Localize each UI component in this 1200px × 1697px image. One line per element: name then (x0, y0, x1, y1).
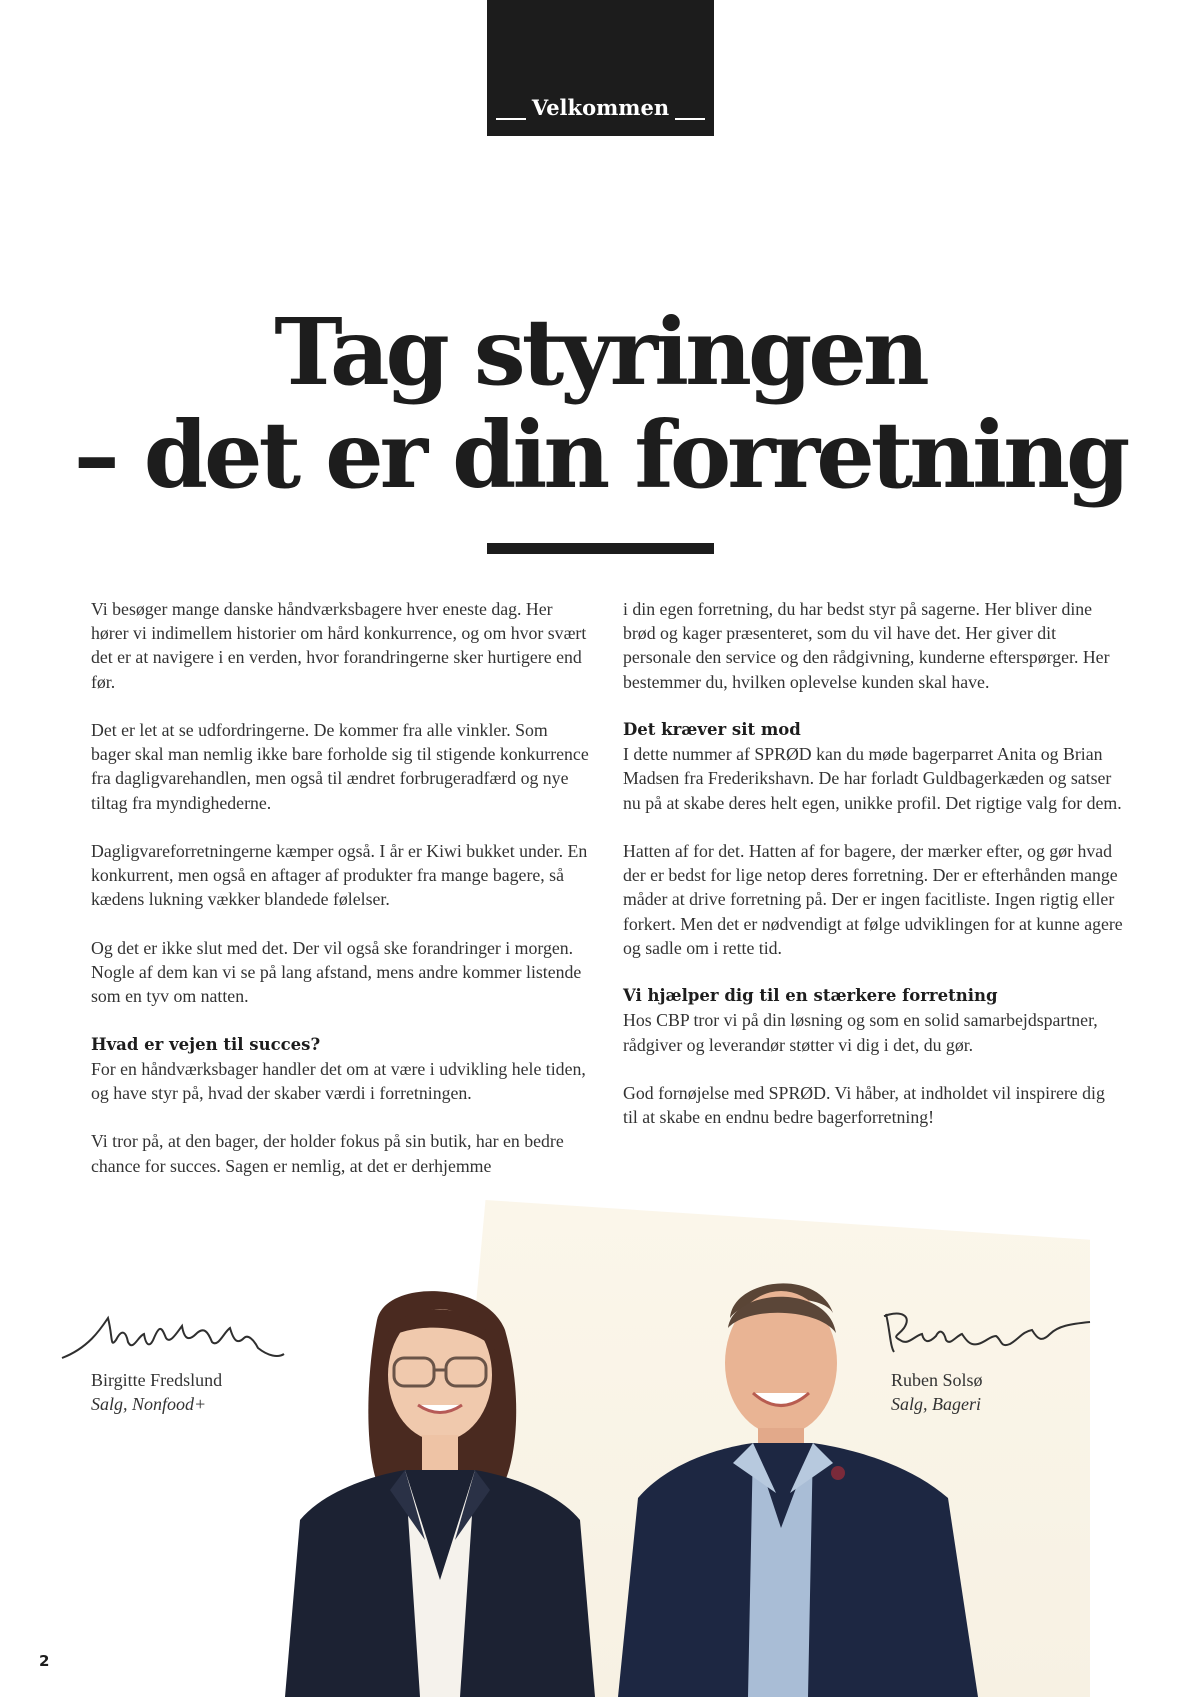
signatory-role: Salg, Nonfood+ (91, 1394, 207, 1414)
subheading: Hvad er vejen til succes? (91, 1034, 321, 1054)
paragraph: Det er let at se udfordringerne. De kommer fra alle vinkler. Som bager skal man nemlig ikke bare forholde sig til stigende konkurrence fra dagligvarehandlen, men også til ændret forbrugeradfærd og nye tiltag fra myndighederne. (91, 720, 589, 813)
paragraph: For en håndværksbager handler det om at være i udvikling hele tiden, og have styr på, hvad der skaber værdi i forretningen. (91, 1058, 586, 1103)
subheading: Vi hjælper dig til en stærkere forretning (623, 986, 998, 1006)
signatory-ruben (891, 1368, 983, 1416)
paragraph: Og det er ikke slut med det. Der vil også ske forandringer i morgen. Nogle af dem kan vi se på lang afstand, mens andre kommer listende som en tyv om natten. (91, 937, 582, 1007)
headline-line-1: Tag styringen (274, 298, 926, 406)
dash-left (496, 118, 526, 120)
headline-line-2: – det er din forretning (73, 401, 1127, 509)
right-column (623, 597, 1123, 1154)
section-label: Velkommen (531, 95, 670, 120)
paragraph: Dagligvareforretningerne kæmper også. I år er Kiwi bukket under. En konkurrent, men også en aftager af produkter fra mange bagere, så kædens lukning vækker blandede følelser. (91, 841, 588, 910)
headline-rule (487, 543, 714, 554)
page-number: 2 (39, 1652, 50, 1670)
signatory-role: Salg, Bageri (891, 1394, 981, 1414)
subheading: Det kræver sit mod (623, 720, 801, 739)
signatory-name: Birgitte Fredslund (91, 1370, 223, 1390)
paragraph: Hatten af for det. Hatten af for bagere, der mærker efter, og gør hvad der er bedst for lige netop deres forretning. Der er efterhånden mange måder at drive forretning på. Der er ingen facitliste. Ingen rigtig eller forkert. Men det er nødvendigt at følge udviklingen for at kunne agere og sadle om i rette tid. (623, 841, 1123, 958)
paragraph: God fornøjelse med SPRØD. Vi håber, at indholdet vil inspirere dig til at skabe en endnu bedre bagerforretning! (623, 1083, 1105, 1128)
portrait-birgitte (285, 1280, 595, 1697)
signatory-name: Ruben Solsø (891, 1370, 983, 1390)
paragraph: Hos CBP tror vi på din løsning og som en solid samarbejdspartner, rådgiver og leverandør støtter vi dig i det, du gør. (623, 1010, 1098, 1055)
paragraph: Vi tror på, at den bager, der holder fokus på sin butik, har en bedre chance for succes. Sagen er nemlig, at det er derhjemme (91, 1131, 564, 1176)
signatory-birgitte (91, 1368, 222, 1416)
signature-birgitte (58, 1308, 288, 1370)
paragraph: i din egen forretning, du har bedst styr på sagerne. Her bliver dine brød og kager præsenteret, som du vil have det. Her giver dit personale den service og den rådgivning, kunderne efterspørger. Her bestemmer du, hvilken oplevelse kunden skal have. (623, 599, 1110, 692)
dash-right (675, 118, 705, 120)
signature-ruben (880, 1306, 1095, 1366)
section-tab (487, 0, 714, 136)
left-column (91, 597, 591, 1202)
paragraph: I dette nummer af SPRØD kan du møde bagerparret Anita og Brian Madsen fra Frederikshavn. De har forladt Guldbagerkæden og satser nu på at skabe deres helt egen, unikke profil. Det rigtige valg for dem. (623, 744, 1122, 813)
paragraph: Vi besøger mange danske håndværksbagere hver eneste dag. Her hører vi indimellem historier om hård konkurrence, og om hvor svært det er at navigere i en verden, hvor forandringerne sker hurtigere end før. (91, 599, 587, 692)
